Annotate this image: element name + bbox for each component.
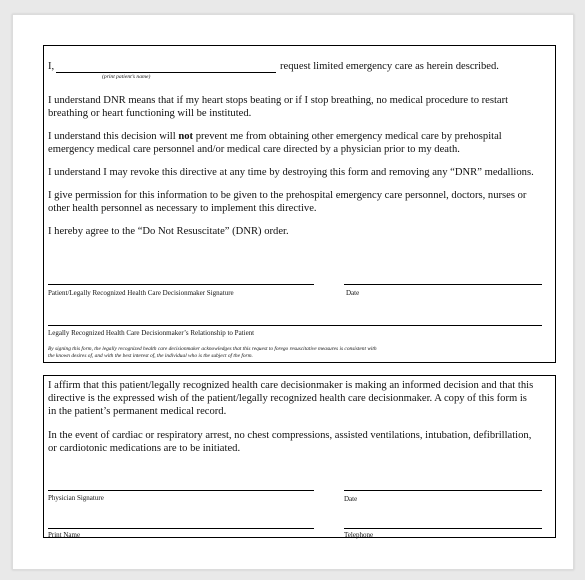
physician-signature-field[interactable]: [48, 490, 314, 491]
patient-date-field[interactable]: [344, 284, 542, 285]
arrest-statement-line1: In the event of cardiac or respiratory arrest, no chest compressions, assisted ventilations, intubation, defibrillation,: [48, 430, 532, 441]
telephone-field[interactable]: [344, 528, 542, 529]
physician-date-label: Date: [344, 495, 358, 503]
dnr-definition-line1: I understand DNR means that if my heart stops beating or if I stop breathing, no medical procedure to restart: [48, 95, 509, 106]
document-page: [12, 14, 574, 570]
patient-consent-section: [43, 45, 556, 363]
affirm-statement-line1: I affirm that this patient/legally recognized health care decisionmaker is making an informed decision and that this: [48, 380, 534, 391]
arrest-statement-line2: or cardiotonic medications are to be initiated.: [48, 443, 241, 454]
permission-statement-line1: I give permission for this information to be given to the prehospital emergency care personnel, doctors, nurses or: [48, 190, 527, 201]
revoke-statement: I understand I may revoke this directive at any time by destroying this form and removing any “DNR” medallions.: [48, 167, 534, 178]
permission-statement-line2: other health personnel as necessary to implement this directive.: [48, 203, 317, 214]
fine-print-line2: the known desires of, and with the best interest of, the individual who is the subject of the form.: [48, 353, 253, 359]
affirm-statement-line3: in the patient’s permanent medical record.: [48, 406, 227, 417]
patient-name-field[interactable]: [56, 72, 276, 73]
decision-statement-line2: emergency medical care personnel and/or medical care directed by a physician prior to my death.: [48, 144, 460, 155]
physician-signature-label: Physician Signature: [48, 494, 104, 502]
print-name-field[interactable]: [48, 528, 314, 529]
relationship-field[interactable]: [48, 325, 542, 326]
dnr-definition-line2: breathing or heart functioning will be instituted.: [48, 108, 252, 119]
print-name-label: Print Name: [48, 531, 81, 539]
affirm-statement-line2: directive is the expressed wish of the patient/legally recognized health care decisionmaker. A copy of this form is: [48, 393, 527, 404]
telephone-label: Telephone: [344, 531, 374, 539]
patient-date-label: Date: [346, 289, 360, 297]
name-line-prefix: I,: [48, 61, 55, 72]
patient-signature-field[interactable]: [48, 284, 314, 285]
fine-print-line1: By signing this form, the legally recognized health care decisionmaker acknowledges that this request to forego resuscitative measures is consistent with: [48, 346, 377, 352]
print-name-caption: (print patient’s name): [102, 74, 151, 80]
decision-statement-line1: I understand this decision will not prevent me from obtaining other emergency medical care by prehospital: [48, 131, 502, 142]
agreement-statement: I hereby agree to the “Do Not Resuscitate” (DNR) order.: [48, 226, 289, 237]
patient-signature-label: Patient/Legally Recognized Health Care Decisionmaker Signature: [48, 289, 234, 297]
physician-date-field[interactable]: [344, 490, 542, 491]
physician-section: [43, 375, 556, 538]
relationship-label: Legally Recognized Health Care Decisionmaker’s Relationship to Patient: [48, 329, 255, 337]
name-line-suffix: request limited emergency care as herein described.: [280, 61, 499, 72]
